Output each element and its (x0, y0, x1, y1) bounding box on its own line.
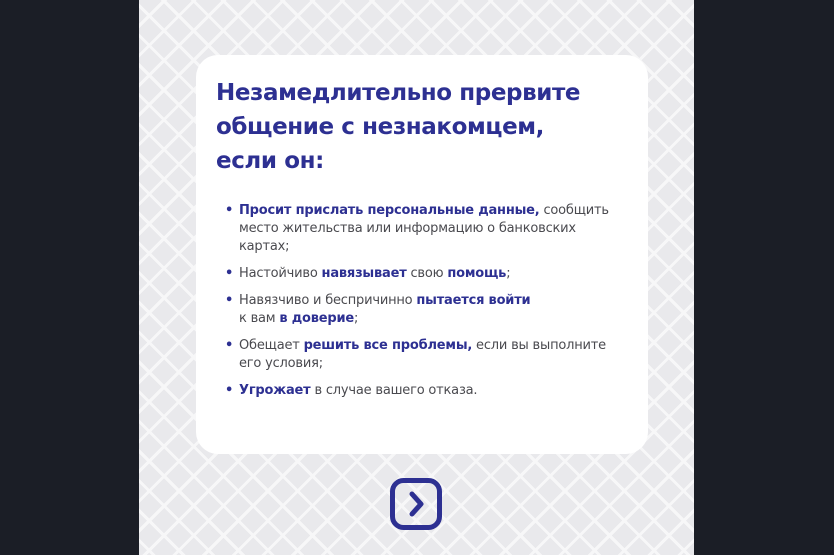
list-item (216, 265, 612, 283)
bullet-icon: • (225, 293, 234, 308)
next-slide-button[interactable] (390, 478, 442, 530)
warning-list (216, 202, 612, 400)
list-item (216, 337, 612, 373)
emphasis-text: Просит прислать персональные данные, (239, 203, 540, 218)
list-item-text: ; (354, 311, 359, 326)
info-card (196, 55, 648, 454)
emphasis-text: Угрожает (239, 383, 311, 398)
list-item-text: свою (406, 266, 448, 281)
chevron-right-icon (390, 478, 442, 530)
list-item (216, 202, 612, 256)
list-item-text: Настойчиво (239, 266, 322, 281)
bullet-icon: • (225, 338, 234, 353)
emphasis-text: решить все проблемы, (303, 338, 473, 353)
emphasis-text: помощь (447, 266, 507, 281)
bullet-icon: • (225, 203, 234, 218)
list-item-text: если вы выполните его условия; (239, 338, 606, 371)
list-item-text: Навязчиво и беспричинно (239, 293, 417, 308)
list-item (216, 292, 612, 328)
emphasis-text: в доверие (279, 311, 355, 326)
emphasis-text: пытается войти (416, 293, 531, 308)
emphasis-text: навязывает (321, 266, 407, 281)
list-item-text: Обещает (239, 338, 304, 353)
list-item-text: сообщить место жительства или информацию о банковских картах; (239, 203, 609, 254)
list-item-text: в случае вашего отказа. (310, 383, 478, 398)
card-headline: Незамедлительно прервите общение с незнакомцем, если он: (216, 80, 581, 174)
list-item (216, 382, 612, 400)
bullet-icon: • (225, 266, 234, 281)
slide-viewport (139, 0, 694, 555)
list-item-text: к вам (239, 311, 280, 326)
bullet-icon: • (225, 383, 234, 398)
list-item-text: ; (506, 266, 511, 281)
